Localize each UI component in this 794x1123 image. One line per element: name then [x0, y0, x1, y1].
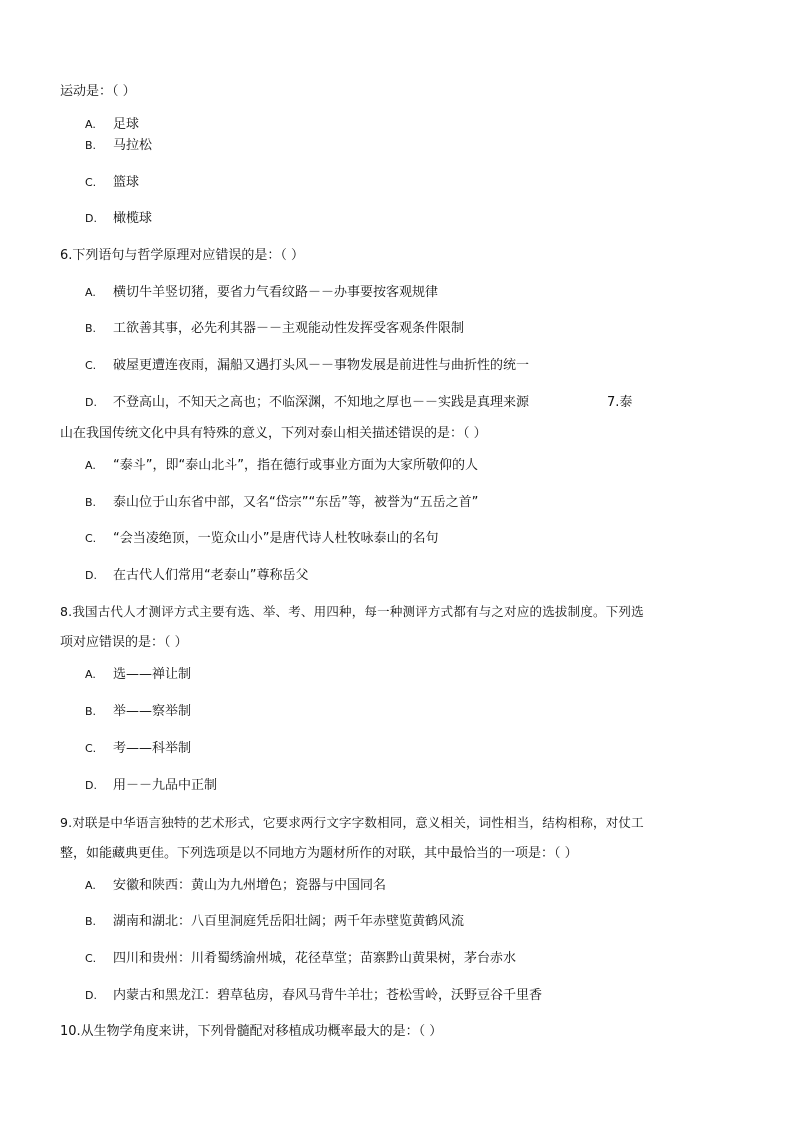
option-letter: A. — [85, 459, 96, 472]
option-letter: C. — [85, 176, 97, 189]
option-text: 举——察举制 — [113, 704, 192, 719]
q9-option-b — [85, 913, 464, 931]
q8-stem-line2: 项对应错误的是：（ ） — [60, 635, 188, 650]
option-text: 横切牛羊竖切猪，要省力气看纹路－－办事要按客观规律 — [113, 285, 439, 300]
q8-stem-line1: 8.我国古代人才测评方式主要有选、举、考、用四种，每一种测评方式都有与之对应的选拔制度。下列选 — [60, 604, 644, 619]
q5-stem-tail: 运动是：（ ） — [60, 84, 136, 99]
option-text: 四川和贵州：川肴蜀绣渝州城，花径草堂；苗寨黔山黄果树，茅台赤水 — [113, 951, 517, 966]
option-text: 橄榄球 — [113, 211, 153, 226]
q6-option-a — [85, 284, 438, 302]
q5-option-d — [85, 210, 152, 228]
q7-stem-head: 7.泰 — [607, 395, 633, 410]
q6-stem: 6.下列语句与哲学原理对应错误的是：（ ） — [60, 248, 305, 263]
option-letter: C. — [85, 359, 97, 372]
option-text: 马拉松 — [113, 138, 153, 153]
option-letter: C. — [85, 742, 97, 755]
option-letter: C. — [85, 952, 97, 965]
q6-option-d — [85, 394, 725, 412]
option-letter: D. — [85, 212, 97, 225]
option-text: 破屋更遭连夜雨，漏船又遇打头风－－事物发展是前进性与曲折性的统一 — [113, 358, 530, 373]
q9-stem-line2: 整，如能藏典更佳。下列选项是以不同地方为题材所作的对联，其中最恰当的一项是：（ ） — [60, 846, 578, 861]
option-text: 内蒙古和黑龙江：碧草毡房，春风马背牛羊壮；苍松雪岭，沃野豆谷千里香 — [113, 988, 543, 1003]
q10-stem: 10.从生物学角度来讲，下列骨髓配对移植成功概率最大的是：（ ） — [60, 1024, 443, 1039]
option-text: 在古代人们常用“老泰山”尊称岳父 — [113, 568, 309, 583]
option-text: 泰山位于山东省中部，又名“岱宗”“东岳”等，被誉为“五岳之首” — [113, 495, 479, 510]
option-letter: D. — [85, 396, 97, 409]
q7-option-c — [85, 530, 438, 548]
q7-stem-line2: 山在我国传统文化中具有特殊的意义，下列对泰山相关描述错误的是：（ ） — [60, 426, 487, 441]
q5-option-c — [85, 174, 139, 192]
option-text: 考——科举制 — [113, 741, 192, 756]
q6-option-c — [85, 357, 529, 375]
option-letter: D. — [85, 989, 97, 1002]
q8-option-b — [85, 703, 191, 721]
q8-option-c — [85, 740, 191, 758]
option-text: 工欲善其事，必先利其器－－主观能动性发挥受客观条件限制 — [113, 321, 465, 336]
q7-option-a — [85, 457, 478, 475]
option-text: “泰斗”，即“泰山北斗”，指在德行或事业方面为大家所敬仰的人 — [113, 458, 478, 473]
q5-option-a — [85, 116, 139, 134]
q5-option-b — [85, 137, 152, 155]
option-letter: A. — [85, 286, 96, 299]
q8-option-a — [85, 666, 191, 684]
option-text: 篮球 — [113, 175, 140, 190]
option-text: 不登高山，不知天之高也；不临深渊，不知地之厚也－－实践是真理来源 — [113, 395, 530, 410]
q9-stem-line1: 9.对联是中华语言独特的艺术形式，它要求两行文字字数相同，意义相关，词性相当，结构相称，对仗工 — [60, 815, 644, 830]
q7-option-d — [85, 567, 308, 585]
option-letter: D. — [85, 779, 97, 792]
option-text: 湖南和湖北：八百里洞庭凭岳阳壮阔；两千年赤壁览黄鹤风流 — [113, 914, 465, 929]
option-letter: A. — [85, 879, 96, 892]
q8-option-d — [85, 777, 217, 795]
q9-option-d — [85, 987, 542, 1005]
option-letter: B. — [85, 139, 97, 152]
option-letter: A. — [85, 668, 96, 681]
option-letter: A. — [85, 118, 96, 131]
option-letter: C. — [85, 532, 97, 545]
q6-option-b — [85, 320, 464, 338]
option-letter: B. — [85, 322, 97, 335]
option-letter: B. — [85, 705, 97, 718]
q9-option-a — [85, 877, 386, 895]
option-letter: B. — [85, 496, 97, 509]
option-letter: B. — [85, 915, 97, 928]
option-text: 安徽和陕西：黄山为九州增色；瓷器与中国同名 — [113, 878, 387, 893]
option-text: 足球 — [113, 117, 140, 132]
option-letter: D. — [85, 569, 97, 582]
option-text: 选——禅让制 — [113, 667, 192, 682]
option-text: 用－－九品中正制 — [113, 778, 218, 793]
q7-option-b — [85, 494, 478, 512]
option-text: “会当凌绝顶，一览众山小”是唐代诗人杜牧咏泰山的名句 — [113, 531, 439, 546]
q9-option-c — [85, 950, 516, 968]
